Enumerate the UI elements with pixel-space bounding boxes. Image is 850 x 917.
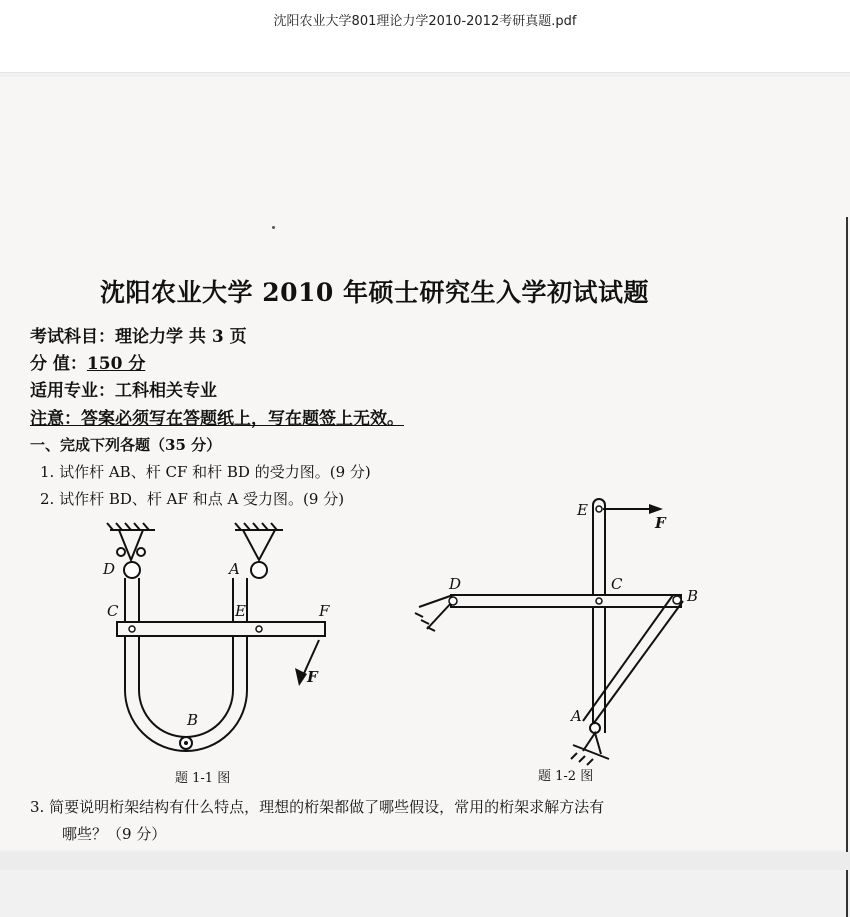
scan-speck (272, 226, 275, 229)
label-A: A (229, 560, 240, 578)
document-title: 沈阳农业大学801理论力学2010-2012考研真题.pdf (273, 14, 577, 29)
label-C: C (107, 602, 119, 620)
figure-1-2-caption: 题 1-2 图 (538, 769, 594, 784)
figure-1-1-caption: 题 1-1 图 (175, 771, 231, 786)
viewer-bottom-bar (0, 852, 850, 870)
label-D: D (103, 560, 116, 578)
notice-line: 注意：答案必须写在答题纸上，写在题签上无效。 (30, 409, 404, 429)
label-B: B (187, 711, 199, 729)
viewer-toolbar (0, 0, 850, 73)
major-line: 适用专业：工科相关专业 (30, 381, 217, 401)
question-1: 1. 试作杆 AB、杆 CF 和杆 BD 的受力图。(9 分) (40, 463, 371, 481)
label-E: E (235, 602, 246, 620)
figure-1-2 (405, 495, 725, 790)
label-D: D (449, 575, 462, 593)
label-A: A (571, 707, 582, 725)
label-C: C (611, 575, 623, 593)
score-value: 150 分 (86, 354, 146, 374)
label-F: F (319, 602, 330, 620)
label-force-F: F (307, 668, 318, 686)
score-line (30, 349, 145, 374)
figure-1-1 (95, 520, 455, 790)
label-E: E (577, 501, 588, 519)
subject-line: 考试科目：理论力学 共 3 页 (30, 327, 247, 347)
label-B: B (687, 587, 699, 605)
question-3-line-2: 哪些？（9 分） (62, 825, 167, 843)
question-3-line-1: 3. 简要说明桁架结构有什么特点，理想的桁架都做了哪些假设，常用的桁架求解方法有 (30, 798, 605, 816)
score-label: 分 值： (30, 354, 87, 374)
question-2: 2. 试作杆 BD、杆 AF 和点 A 受力图。(9 分) (40, 490, 345, 508)
exam-title: 沈阳农业大学 2010 年硕士研究生入学初试试题 (100, 278, 649, 307)
section-heading: 一、完成下列各题（35 分） (30, 436, 222, 454)
label-force-F: F (655, 514, 666, 532)
scan-page-edge (846, 217, 848, 917)
